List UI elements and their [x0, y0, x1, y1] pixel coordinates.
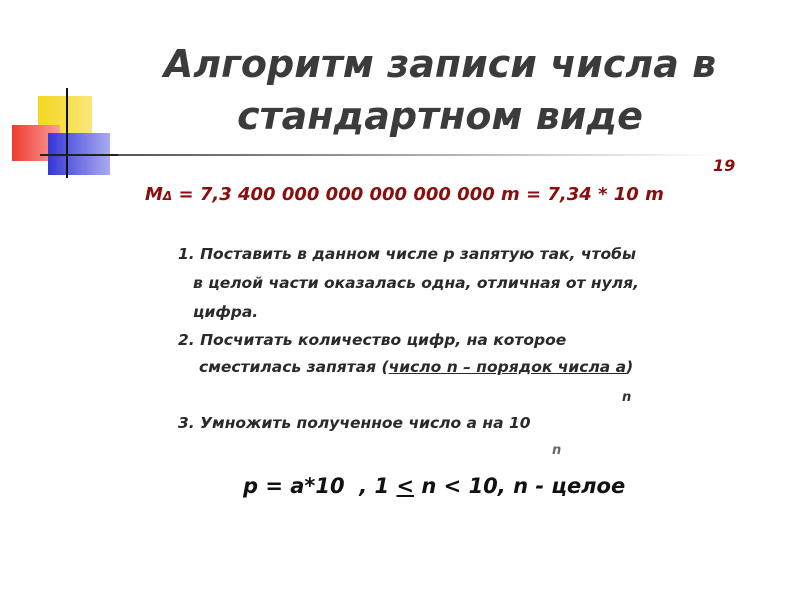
example-exponent: 19: [713, 156, 736, 175]
formula-exponent: n: [552, 443, 562, 458]
formula-part-2: , 1: [344, 474, 397, 498]
step-1-line-1: 1. Поставить в данном числе p запятую так, чтобы: [178, 245, 636, 263]
step-2-prefix: сместилась запятая (: [199, 358, 389, 376]
step-3-line: 3. Умножить полученное число а на 10: [178, 414, 531, 432]
less-or-equal-sign: <: [396, 474, 415, 498]
title-underline: [118, 150, 718, 162]
page-title: [120, 38, 760, 142]
step-2-line-2: [199, 358, 633, 376]
example-equation: [145, 184, 664, 205]
equation-text: = 7,3 400 000 000 000 000 000 m = 7,34 * 10 m: [172, 184, 664, 205]
step-2-underlined: число n – порядок числа а: [388, 358, 627, 376]
step-3-exponent: n: [622, 390, 632, 405]
step-1-line-2: в целой части оказалась одна, отличная от нуля,: [193, 274, 639, 292]
step-2-line-1: 2. Посчитать количество цифр, на которое: [178, 331, 567, 349]
title-line-1: Алгоритм записи числа в: [163, 42, 717, 86]
formula-part-1: p = a*10: [243, 474, 345, 498]
mass-symbol: M: [145, 184, 163, 205]
title-line-2: стандартном виде: [237, 94, 643, 138]
formula-part-3: n < 10, n - целое: [414, 474, 626, 498]
decorative-squares: [0, 0, 120, 190]
mass-subscript: Δ: [162, 189, 173, 203]
step-2-suffix: ): [626, 358, 634, 376]
step-1-line-3: цифра.: [193, 303, 259, 321]
standard-form-formula: [243, 474, 625, 498]
